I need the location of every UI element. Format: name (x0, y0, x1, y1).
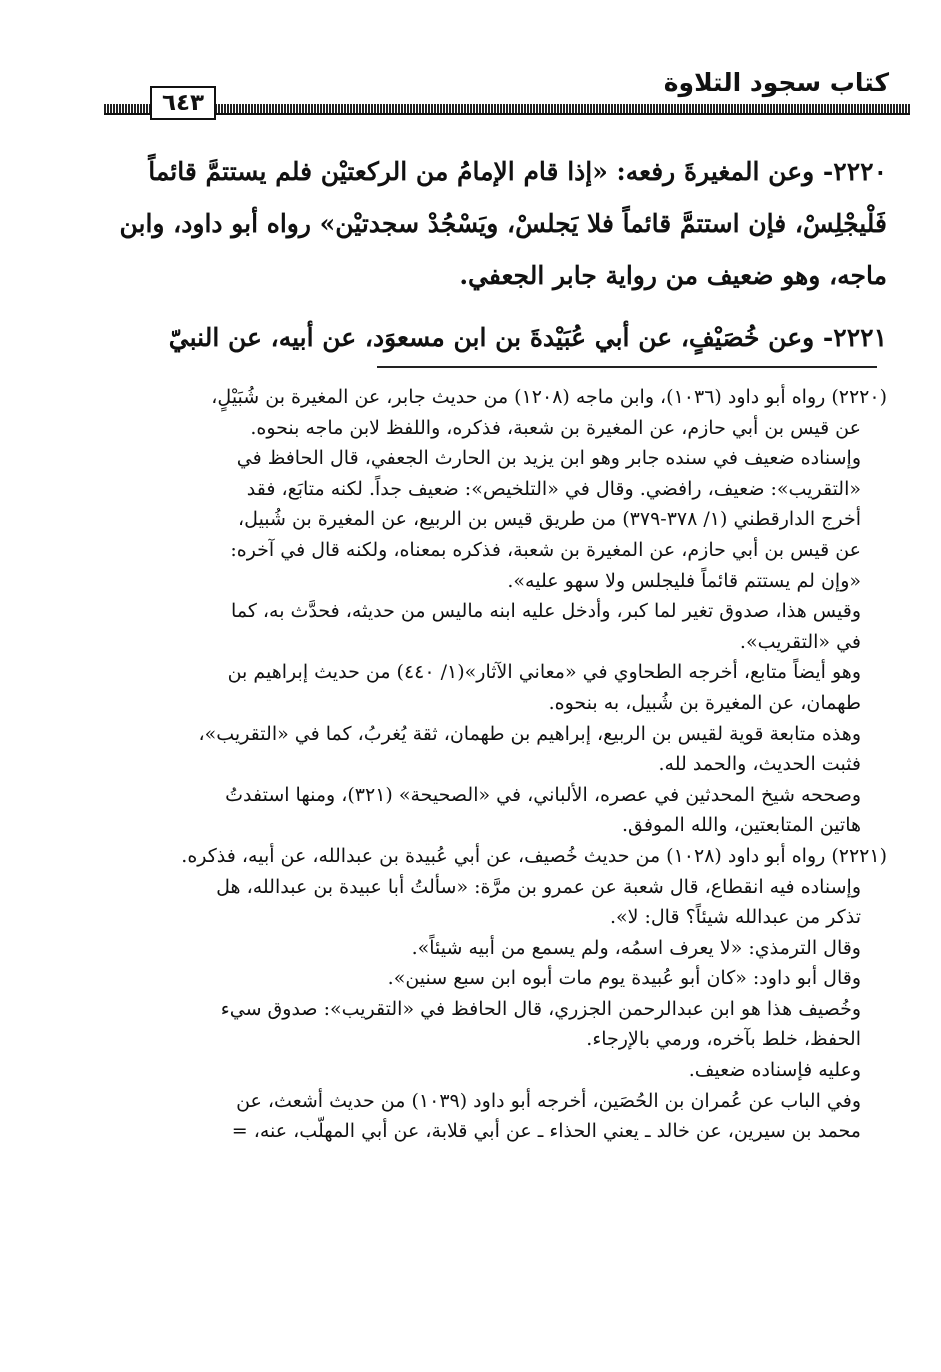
footnote-line: «وإن لم يستتم قائماً فليجلس ولا سهو عليه». (507, 569, 861, 592)
hadith-line: ماجه، وهو ضعيف من رواية جابر الجعفي. (459, 261, 887, 290)
footnote-line: وقال الترمذي: «لا يعرف اسمُه، ولم يسمع من أبيه شيئاً». (411, 936, 861, 959)
footnote-line: محمد بن سيرين، عن خالد ـ يعني الحذاء ـ عن أبي قلابة، عن أبي المهلّب، عنه، = (231, 1120, 861, 1143)
footnote-line: طهمان، عن المغيرة بن شُبيل، به بنحوه. (548, 691, 861, 714)
footnotes (104, 382, 887, 1147)
hadith-line: ٢٢٢٠- وعن المغيرةَ رفعه: «إذا قام الإمامُ من الركعتيْن فلم يستتمَّ قائماً (148, 157, 887, 186)
footnote-line: وخُصيف هذا هو ابن عبدالرحمن الجزري، قال الحافظ في «التقريب»: صدوق سيء (220, 997, 861, 1020)
footnote-line: (٢٢٢١) رواه أبو داود (١٠٢٨) من حديث خُصيف، عن أبي عُبيدة بن عبدالله، عن أبيه، فذكره. (181, 844, 887, 867)
footnote-line: (٢٢٢٠) رواه أبو داود (١٠٣٦)، وابن ماجه (١٢٠٨) من حديث جابر، عن المغيرة بن شُبَيْلٍ، (211, 386, 887, 408)
footnote-line: الحفظ، خلط بآخره، ورمي بالإرجاء. (586, 1028, 861, 1051)
footnote-line: وإسناده فيه انقطاع، قال شعبة عن عمرو بن مرَّة: «سألتُ أبا عبيدة بن عبدالله، هل (216, 875, 861, 898)
footnote-line: وفي الباب عن عُمران بن الحُصَين، أخرجه أبو داود (١٠٣٩) من حديث أشعث، عن (236, 1089, 861, 1112)
footnote-line: وقال أبو داود: «كان أبو عُبيدة يوم مات أبوه ابن سبع سنين». (387, 967, 861, 990)
footnote-line: وقيس هذا، صدوق تغير لما كبر، وأدخل عليه ابنه ماليس من حديثه، فحدَّث به، كما (231, 600, 861, 623)
main-text (100, 146, 887, 364)
footnote-line: فثبت الحديث، والحمد لله. (658, 753, 861, 776)
footnote-line: «التقريب»: ضعيف، رافضي. وقال في «التلخيص»: ضعيف جداً. لكنه متابَع، فقد (246, 477, 861, 500)
page-number: ٦٤٣ (150, 86, 216, 120)
chapter-title: كتاب سجود التلاوة (663, 68, 889, 97)
footnote-separator (377, 366, 877, 368)
footnote-line: هاتين المتابعتين، والله الموفق. (621, 814, 861, 837)
footnote-line: وصححه شيخ المحدثين في عصره، الألباني، في «الصحيحة» (٣٢١)، ومنها استفدتُ (225, 783, 861, 806)
hadith-line: فَلْيجْلِسْ، فإن استتمَّ قائماً فلا يَجلسْ، ويَسْجُدْ سجدتيْن» رواه أبو داود، وابن (119, 209, 887, 238)
footnote-line: وإسناده ضعيف في سنده جابر وهو ابن يزيد بن الحارث الجعفي، قال الحافظ في (236, 447, 861, 470)
footnote-line: عن قيس بن أبي حازم، عن المغيرة بن شعبة، فذكره، واللفظ لابن ماجه بنحوه. (250, 416, 861, 439)
footnote-line: وعليه فإسناده ضعيف. (688, 1059, 861, 1082)
footnote-line: في «التقريب». (739, 630, 861, 653)
footnote-line: وهو أيضاً متابع، أخرجه الطحاوي في «معاني الآثار»(١/ ٤٤٠) من حديث إبراهيم بن (227, 661, 861, 684)
footnote-line: أخرج الدارقطني (١/ ٣٧٨-٣٧٩) من طريق قيس بن الربيع، عن المغيرة بن شُبيل، (238, 508, 861, 531)
footnote-line: وهذه متابعة قوية لقيس بن الربيع، إبراهيم بن طهمان، ثقة يُغربُ، كما في «التقريب»، (198, 722, 861, 745)
header-rule (104, 104, 910, 115)
footnote-line: تذكر من عبدالله شيئاً؟ قال: لا». (609, 906, 861, 929)
hadith-line: ٢٢٢١- وعن خُصَيْفٍ، عن أبي عُبَيْدةَ بن ابن مسعوَد، عن أبيه، عن النبيّ (168, 323, 887, 352)
footnote-line: عن قيس بن أبي حازم، عن المغيرة بن شعبة، فذكره بمعناه، ولكنه قال في آخره: (230, 538, 861, 561)
